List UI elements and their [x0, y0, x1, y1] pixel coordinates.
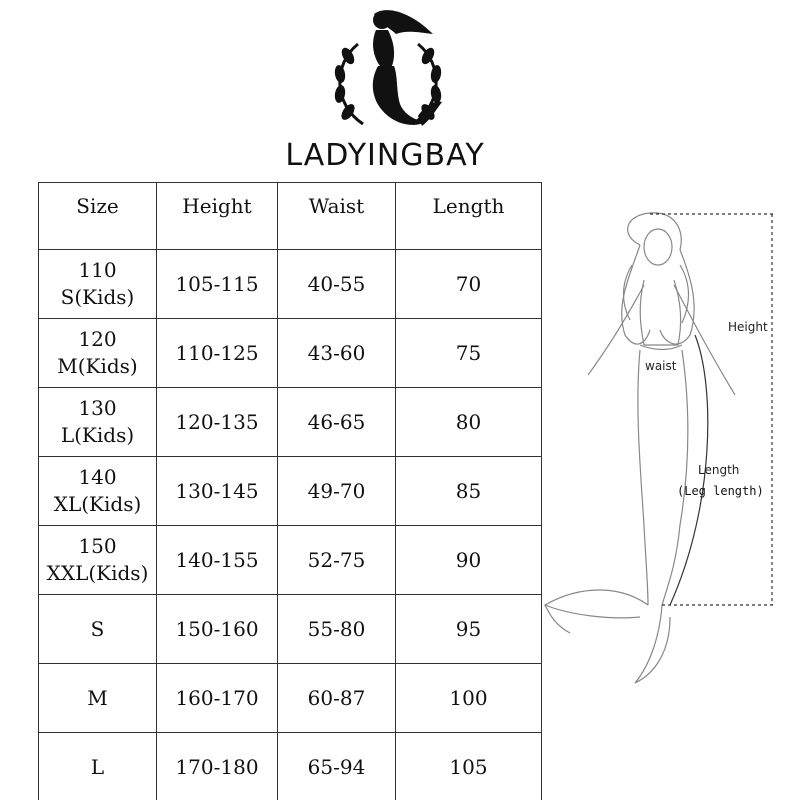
height-cell: 140-155 [157, 526, 278, 595]
table-row [39, 664, 542, 733]
column-header-length: Length [396, 183, 542, 250]
mermaid-figure-illustration [540, 205, 790, 685]
height-cell: 105-115 [157, 250, 278, 319]
length-cell: 105 [396, 733, 542, 800]
size-chart-table [38, 182, 542, 800]
length-cell: 100 [396, 664, 542, 733]
leg-length-label: (Leg length) [677, 484, 764, 498]
size-label: L(Kids) [60, 423, 135, 447]
waist-cell: 40-55 [278, 250, 396, 319]
length-cell: 85 [396, 457, 542, 526]
table-row [39, 457, 542, 526]
height-cell: 130-145 [157, 457, 278, 526]
height-cell: 120-135 [157, 388, 278, 457]
size-number: 130 [78, 396, 117, 420]
waist-cell: 65-94 [278, 733, 396, 800]
table-row [39, 388, 542, 457]
length-cell: 80 [396, 388, 542, 457]
column-header-waist: Waist [278, 183, 396, 250]
size-cell: S [39, 595, 157, 664]
length-cell: 75 [396, 319, 542, 388]
size-cell [39, 388, 157, 457]
waist-cell: 49-70 [278, 457, 396, 526]
waist-label: waist [645, 359, 677, 373]
size-cell [39, 526, 157, 595]
height-cell: 160-170 [157, 664, 278, 733]
length-label: Length [698, 463, 740, 477]
table-row [39, 526, 542, 595]
mermaid-logo-icon [318, 4, 458, 139]
waist-cell: 46-65 [278, 388, 396, 457]
size-number: 150 [78, 534, 117, 558]
waist-cell: 60-87 [278, 664, 396, 733]
brand-name: LADYINGBAY [285, 138, 485, 173]
table-row [39, 595, 542, 664]
length-cell: 90 [396, 526, 542, 595]
height-cell: 150-160 [157, 595, 278, 664]
table-row [39, 733, 542, 800]
size-number: 110 [78, 258, 117, 282]
size-cell [39, 457, 157, 526]
size-cell [39, 250, 157, 319]
size-cell: M [39, 664, 157, 733]
size-cell: L [39, 733, 157, 800]
size-label: M(Kids) [57, 354, 138, 378]
waist-cell: 52-75 [278, 526, 396, 595]
size-label: XL(Kids) [53, 492, 142, 516]
waist-cell: 43-60 [278, 319, 396, 388]
size-number: 140 [78, 465, 117, 489]
size-label: S(Kids) [60, 285, 135, 309]
length-cell: 95 [396, 595, 542, 664]
length-cell: 70 [396, 250, 542, 319]
height-cell: 110-125 [157, 319, 278, 388]
size-number: 120 [78, 327, 117, 351]
table-row [39, 319, 542, 388]
size-label: XXL(Kids) [46, 561, 149, 585]
height-label: Height [728, 320, 768, 334]
size-cell [39, 319, 157, 388]
table-row [39, 250, 542, 319]
table-header-row [39, 183, 542, 250]
waist-cell: 55-80 [278, 595, 396, 664]
column-header-size: Size [39, 183, 157, 250]
column-header-height: Height [157, 183, 278, 250]
height-cell: 170-180 [157, 733, 278, 800]
